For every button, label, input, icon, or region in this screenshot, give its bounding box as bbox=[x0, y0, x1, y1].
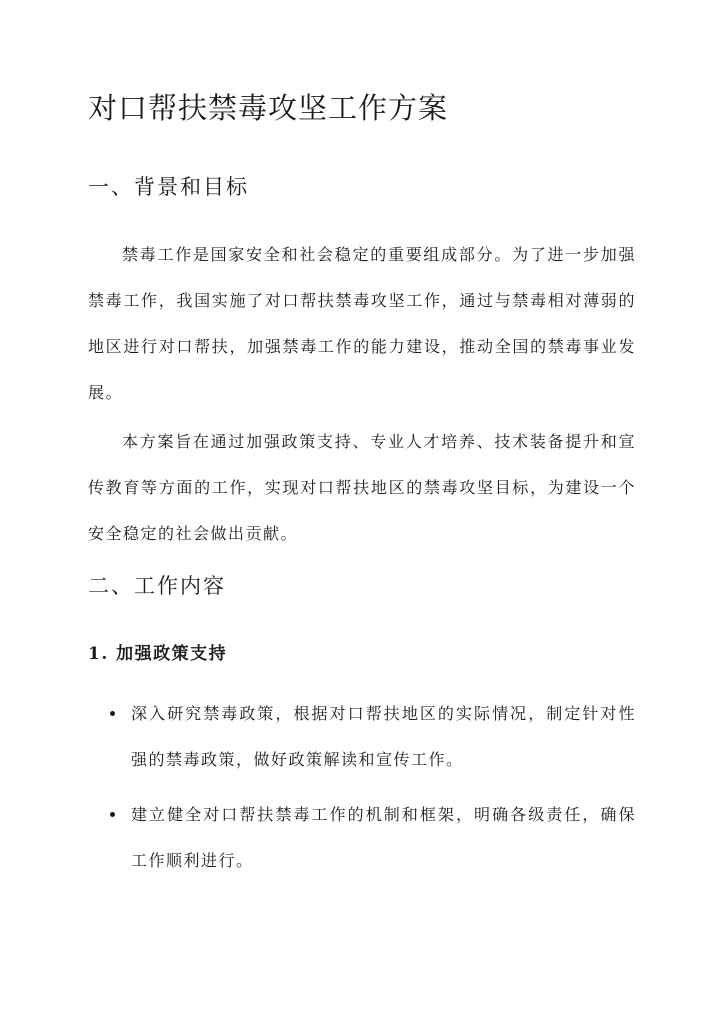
bullet-item-policy-research bbox=[88, 691, 636, 783]
paragraph-background-1: 禁毒工作是国家安全和社会稳定的重要组成部分。为了进一步加强禁毒工作，我国实施了对口帮扶禁毒攻坚工作，通过与禁毒相对薄弱的地区进行对口帮扶，加强禁毒工作的能力建设，推动全国的禁毒事业发展。 bbox=[88, 245, 636, 402]
subsection-heading-policy-support: 1. 加强政策支持 bbox=[88, 644, 228, 664]
section-heading-background: 一、背景和目标 bbox=[88, 175, 249, 199]
bullet-dot-icon bbox=[110, 812, 115, 817]
document-title: 对口帮扶禁毒攻坚工作方案 bbox=[88, 91, 449, 125]
paragraph-background-2: 本方案旨在通过加强政策支持、专业人才培养、技术装备提升和宣传教育等方面的工作，实现对口帮扶地区的禁毒攻坚目标，为建设一个安全稳定的社会做出贡献。 bbox=[88, 432, 636, 543]
bullet-text: 深入研究禁毒政策，根据对口帮扶地区的实际情况，制定针对性强的禁毒政策，做好政策解读和宣传工作。 bbox=[131, 704, 636, 769]
bullet-item-mechanism bbox=[88, 792, 636, 884]
section-heading-work-content: 二、工作内容 bbox=[88, 574, 226, 598]
bullet-text: 建立健全对口帮扶禁毒工作的机制和框架，明确各级责任，确保工作顺利进行。 bbox=[131, 805, 636, 870]
bullet-dot-icon bbox=[110, 711, 115, 716]
